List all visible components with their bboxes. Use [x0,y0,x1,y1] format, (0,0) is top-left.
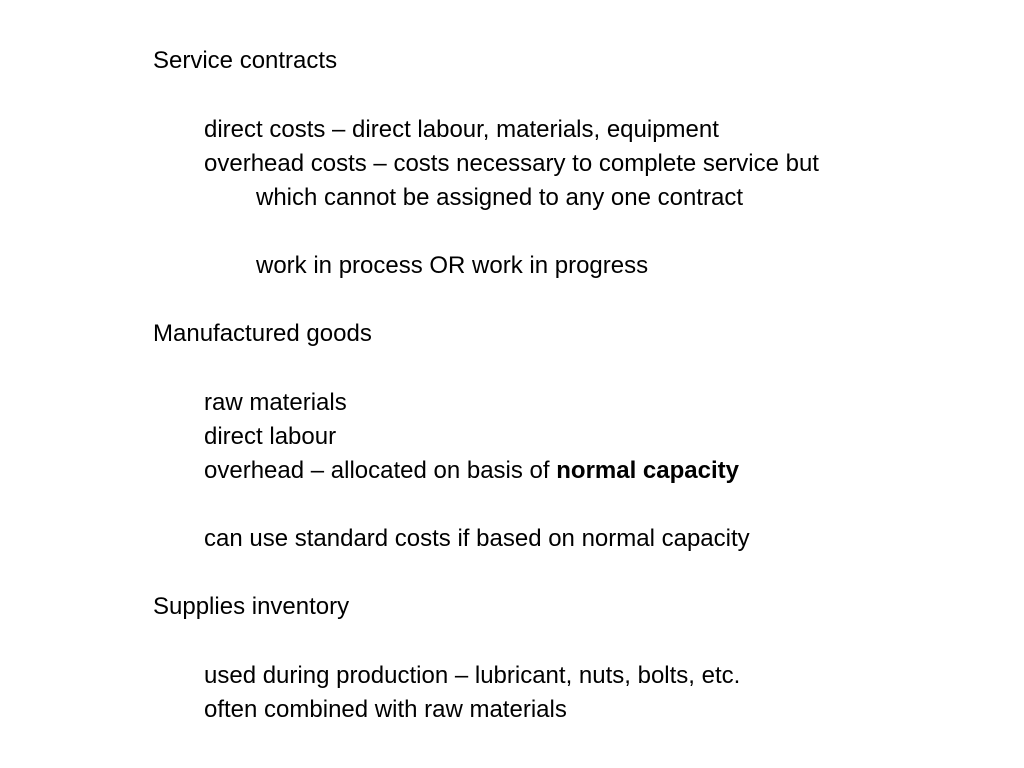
list-item: overhead costs – costs necessary to complete service but [204,150,819,177]
list-item: direct costs – direct labour, materials, equipment [204,116,719,143]
list-item-continuation: which cannot be assigned to any one contract [256,184,743,211]
list-item: can use standard costs if based on normal capacity [204,525,750,552]
section-heading-supplies-inventory: Supplies inventory [153,593,350,620]
list-item: used during production – lubricant, nuts, bolts, etc. [204,662,741,689]
emphasis-text: normal capacity [556,457,739,484]
section-heading-service-contracts: Service contracts [153,47,338,74]
list-item: work in process OR work in progress [256,252,649,279]
list-item: often combined with raw materials [204,696,567,723]
list-item-text: overhead – allocated on basis of [204,457,557,484]
section-heading-manufactured-goods: Manufactured goods [153,320,372,347]
list-item: direct labour [204,423,337,450]
list-item-overhead [204,457,739,485]
list-item: raw materials [204,389,347,416]
